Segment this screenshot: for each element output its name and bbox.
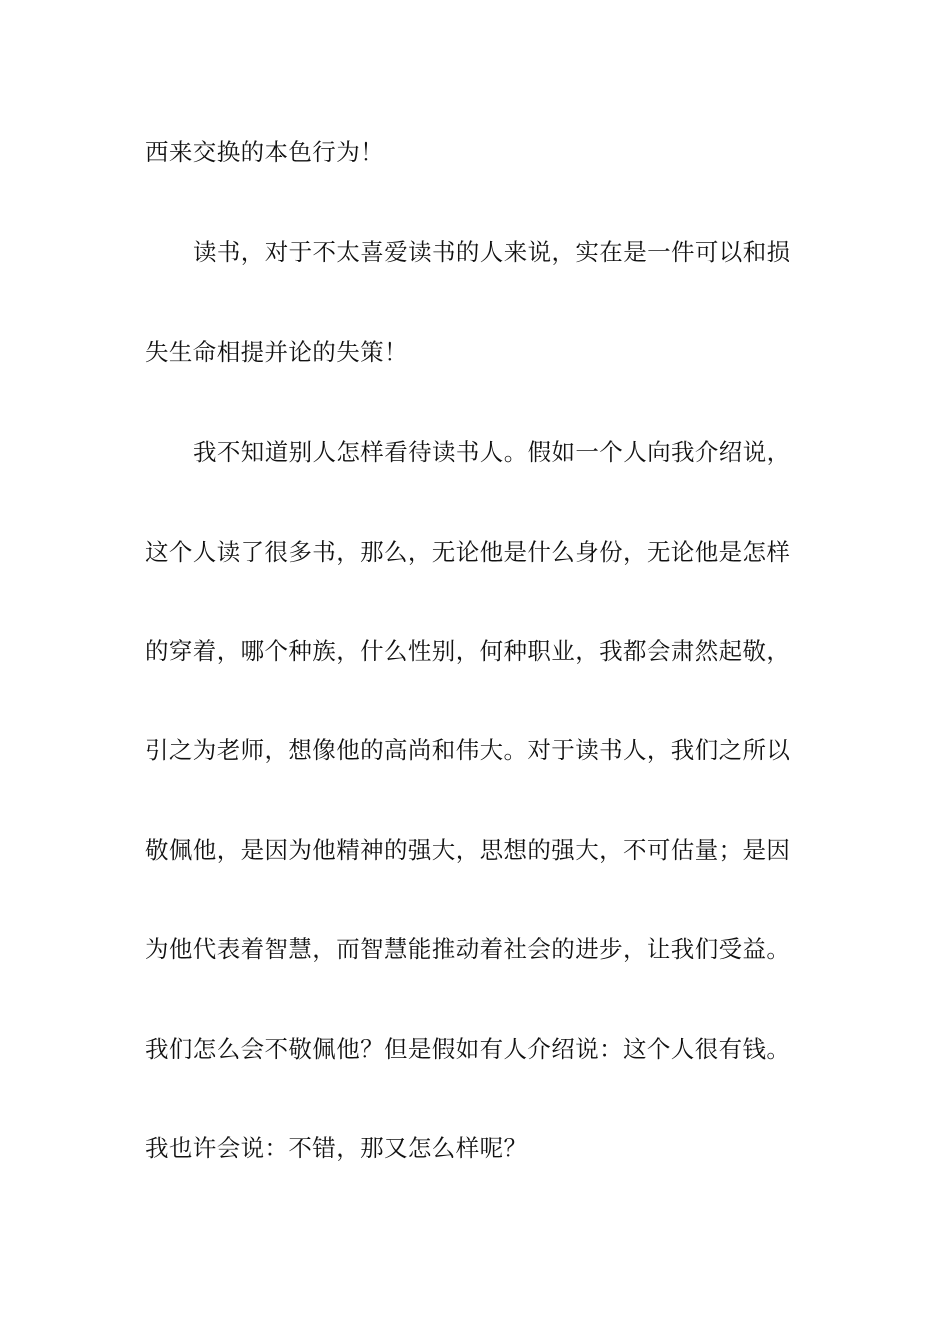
text-line: 引之为老师，想像他的高尚和伟大。对于读书人，我们之所以	[145, 736, 791, 764]
paragraph-start-line: 我不知道别人怎样看待读书人。假如一个人向我介绍说，	[193, 438, 791, 466]
text-line: 我们怎么会不敬佩他？但是假如有人介绍说：这个人很有钱。	[145, 1035, 791, 1063]
text-line: 为他代表着智慧，而智慧能推动着社会的进步，让我们受益。	[145, 935, 791, 963]
text-line: 西来交换的本色行为！	[145, 138, 384, 166]
text-line: 失生命相提并论的失策！	[145, 338, 408, 366]
text-line: 这个人读了很多书，那么，无论他是什么身份，无论他是怎样	[145, 538, 791, 566]
text-line: 我也许会说：不错，那又怎么样呢？	[145, 1134, 528, 1162]
text-line: 的穿着，哪个种族，什么性别，何种职业，我都会肃然起敬，	[145, 637, 791, 665]
text-line: 敬佩他，是因为他精神的强大，思想的强大，不可估量；是因	[145, 836, 791, 864]
paragraph-start-line: 读书，对于不太喜爱读书的人来说，实在是一件可以和损	[193, 238, 791, 266]
